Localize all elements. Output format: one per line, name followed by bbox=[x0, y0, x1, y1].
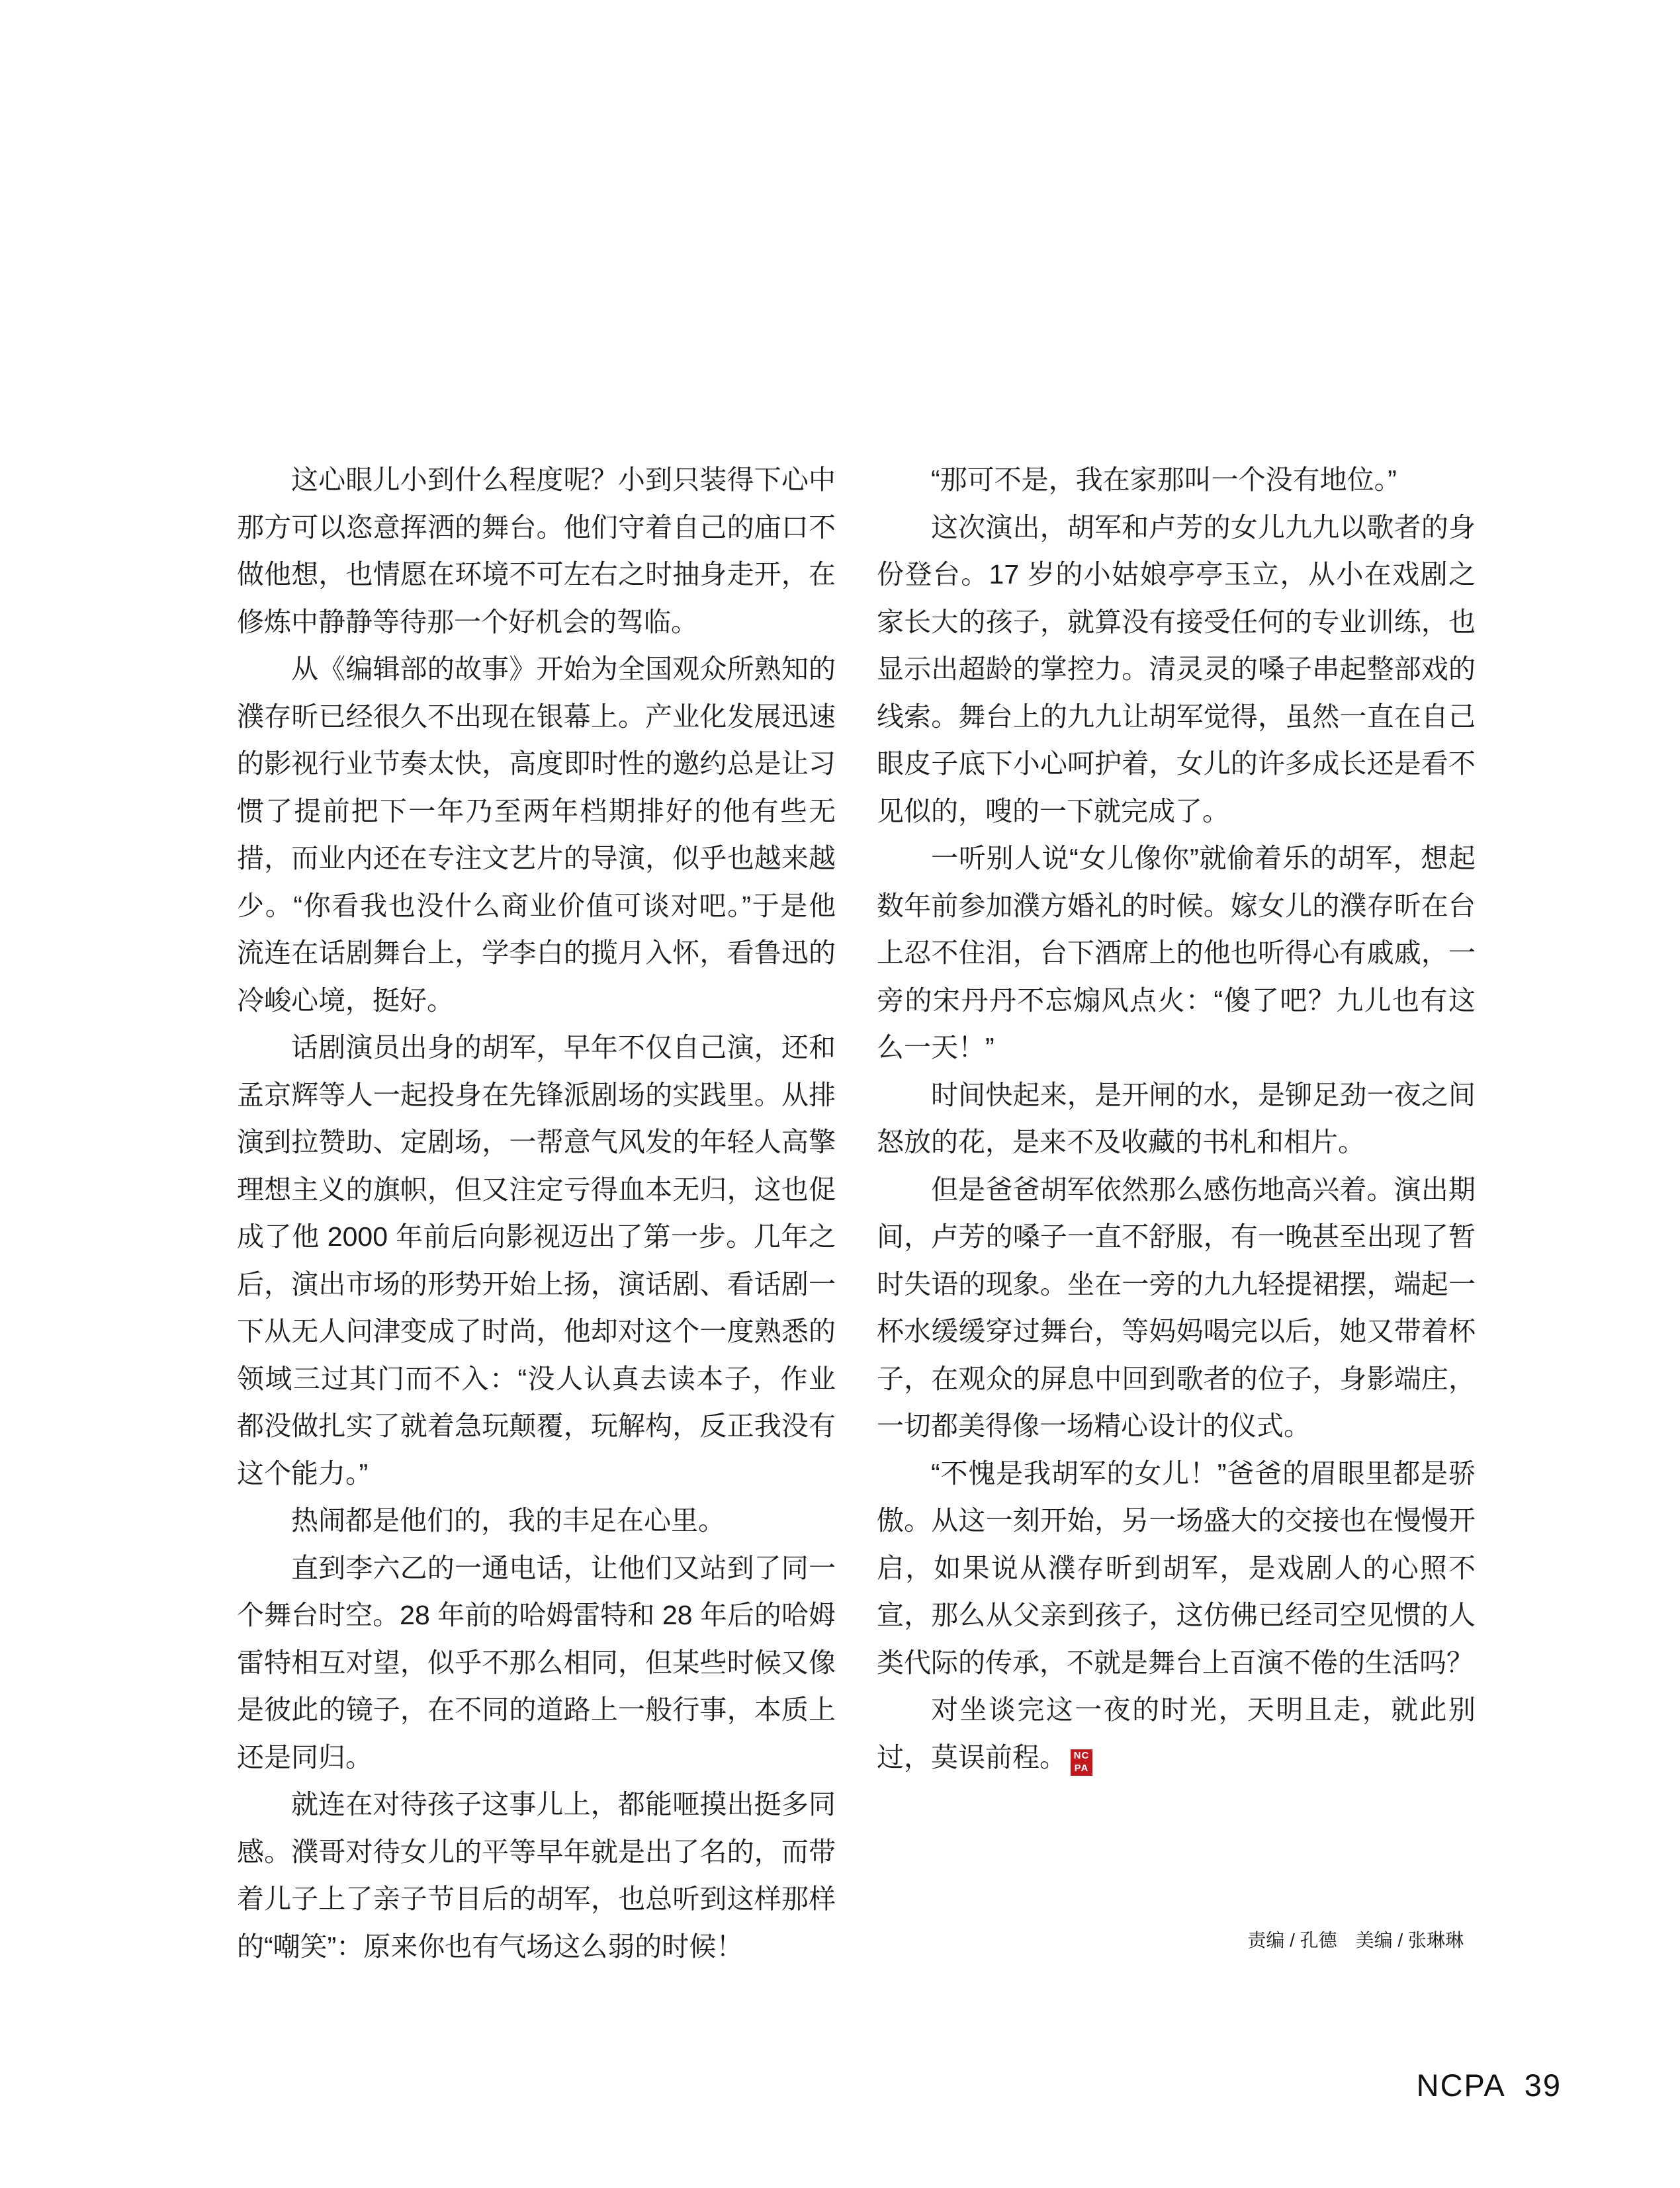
journal-brand: NCPA bbox=[1416, 2068, 1506, 2103]
text-column-right bbox=[877, 457, 1476, 1781]
seal-text-bottom: PA bbox=[1074, 1762, 1089, 1774]
paragraph: “不愧是我胡军的女儿！”爸爸的眉眼里都是骄傲。从这一刻开始，另一场盛大的交接也在慢慢开启，如果说从濮存昕到胡军，是戏剧人的心照不宣，那么从父亲到孩子，这仿佛已经司空见惯的人类代际的传承，不就是舞台上百演不倦的生活吗？ bbox=[877, 1458, 1476, 1678]
credits: 责编 / 孔德 美编 / 张琳琳 bbox=[1247, 1930, 1464, 1950]
paragraph: 一听别人说“女儿像你”就偷着乐的胡军，想起数年前参加濮方婚礼的时候。嫁女儿的濮存昕在台上忍不住泪，台下酒席上的他也听得心有戚戚，一旁的宋丹丹不忘煽风点火：“傻了吧？九儿也有这么一天！” bbox=[877, 843, 1476, 1063]
page-footer bbox=[1417, 2070, 1562, 2101]
paragraph: 但是爸爸胡军依然那么感伤地高兴着。演出期间，卢芳的嗓子一直不舒服，有一晚甚至出现了暂时失语的现象。坐在一旁的九九轻提裙摆，端起一杯水缓缓穿过舞台，等妈妈喝完以后，她又带着杯子，在观众的屏息中回到歌者的位子，身影端庄，一切都美得像一场精心设计的仪式。 bbox=[877, 1174, 1476, 1441]
seal-text-top: NC bbox=[1073, 1749, 1090, 1761]
paragraph: “那可不是，我在家那叫一个没有地位。” bbox=[931, 464, 1397, 495]
ncpa-seal bbox=[1071, 1749, 1092, 1776]
paragraph: 从《编辑部的故事》开始为全国观众所熟知的濮存昕已经很久不出现在银幕上。产业化发展迅速的影视行业节奏太快，高度即时性的邀约总是让习惯了提前把下一年乃至两年档期排好的他有些无措，而业内还在专注文艺片的导演，似乎也越来越少。“你看我也没什么商业价值可谈对吧。”于是他流连在话剧舞台上，学李白的揽月入怀，看鲁迅的冷峻心境，挺好。 bbox=[237, 654, 836, 1016]
paragraph: 直到李六乙的一通电话，让他们又站到了同一个舞台时空。28 年前的哈姆雷特和 28 年后的哈姆雷特相互对望，似乎不那么相同，但某些时候又像是彼此的镜子，在不同的道路上一般行事，本质上还是同归。 bbox=[237, 1552, 836, 1772]
paragraph: 时间快起来，是开闸的水，是铆足劲一夜之间怒放的花，是来不及收藏的书札和相片。 bbox=[877, 1079, 1476, 1157]
paragraph: 这次演出，胡军和卢芳的女儿九九以歌者的身份登台。17 岁的小姑娘亭亭玉立，从小在戏剧之家长大的孩子，就算没有接受任何的专业训练，也显示出超龄的掌控力。清灵灵的嗓子串起整部戏的线索。舞台上的九九让胡军觉得，虽然一直在自己眼皮子底下小心呵护着，女儿的许多成长还是看不见似的，嗖的一下就完成了。 bbox=[877, 511, 1476, 826]
paragraph: 这心眼儿小到什么程度呢？小到只装得下心中那方可以恣意挥洒的舞台。他们守着自己的庙口不做他想，也情愿在环境不可左右之时抽身走开，在修炼中静静等待那一个好机会的驾临。 bbox=[237, 464, 836, 637]
paragraph: 就连在对待孩子这事儿上，都能咂摸出挺多同感。濮哥对待女儿的平等早年就是出了名的，而带着儿子上了亲子节目后的胡军，也总听到这样那样的“嘲笑”：原来你也有气场这么弱的时候！ bbox=[237, 1789, 836, 1962]
page-number: 39 bbox=[1524, 2068, 1562, 2103]
paragraph-text: 对坐谈完这一夜的时光，天明且走，就此别过，莫误前程。 bbox=[877, 1694, 1476, 1772]
paragraph: 话剧演员出身的胡军，早年不仅自己演，还和孟京辉等人一起投身在先锋派剧场的实践里。从排演到拉赞助、定剧场，一帮意气风发的年轻人高擎理想主义的旗帜，但又注定亏得血本无归，这也促成了他 2000 年前后向影视迈出了第一步。几年之后，演出市场的形势开始上扬，演话剧、看话剧一下从无人问津变成了时尚，他却对这个一度熟悉的领域三过其门而不入：“没人认真去读本子，作业都没做扎实了就着急玩颠覆，玩解构，反正我没有这个能力。” bbox=[237, 1032, 836, 1489]
paragraph bbox=[877, 1686, 1476, 1781]
text-column-left bbox=[237, 457, 836, 1970]
paragraph: 热闹都是他们的，我的丰足在心里。 bbox=[291, 1505, 725, 1536]
